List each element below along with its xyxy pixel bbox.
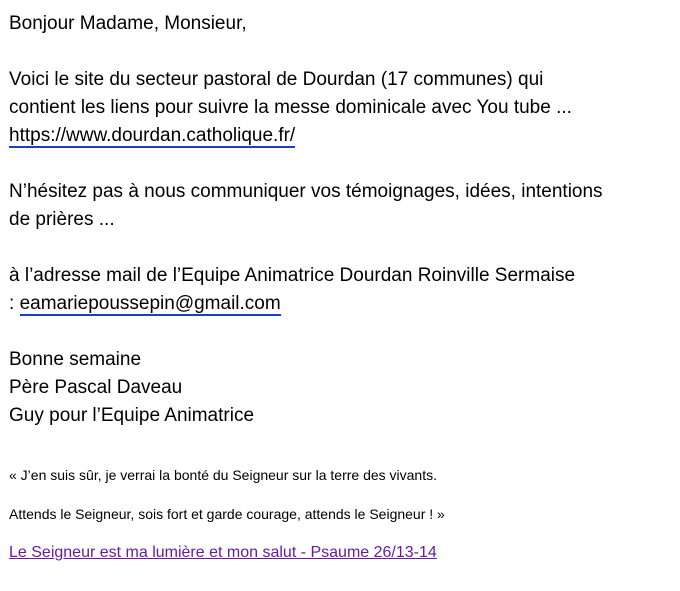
psalm-link[interactable]: Le Seigneur est ma lumière et mon salut - Psaume 26/13-14 xyxy=(9,544,437,561)
email-body xyxy=(9,10,674,430)
email-address-link[interactable]: eamariepoussepin@gmail.com xyxy=(19,293,281,314)
address-prefix: : xyxy=(9,293,20,314)
spacer xyxy=(9,318,674,346)
quote-line-1: « J’en suis sûr, je verrai la bonté du Seigneur sur la terre des vivants. xyxy=(9,467,437,483)
paragraph-address-line-1: à l’adresse mail de l’Equipe Animatrice Dourdan Roinville Sermaise xyxy=(9,265,576,286)
paragraph-site-line-2: contient les liens pour suivre la messe dominicale avec You tube ... xyxy=(9,97,572,118)
spacer xyxy=(9,234,674,262)
quote-line-2: Attends le Seigneur, sois fort et garde courage, attends le Seigneur ! » xyxy=(9,506,445,522)
greeting: Bonjour Madame, Monsieur, xyxy=(9,13,247,34)
paragraph-site-line-1: Voici le site du secteur pastoral de Dourdan (17 communes) qui xyxy=(9,69,544,90)
paragraph-site-link-line xyxy=(9,122,674,150)
website-link[interactable]: https://www.dourdan.catholique.fr/ xyxy=(9,125,296,146)
paragraph-share-line-2: de prières ... xyxy=(9,209,115,230)
signature-line-1: Bonne semaine xyxy=(9,349,142,370)
signature-line-2: Père Pascal Daveau xyxy=(9,377,183,398)
spacer xyxy=(9,38,674,66)
paragraph-address-line-2 xyxy=(9,290,674,318)
signature-line-3: Guy pour l’Equipe Animatrice xyxy=(9,405,255,426)
paragraph-share-line-1: N’hésitez pas à nous communiquer vos témoignages, idées, intentions xyxy=(9,181,603,202)
spacer xyxy=(9,150,674,178)
